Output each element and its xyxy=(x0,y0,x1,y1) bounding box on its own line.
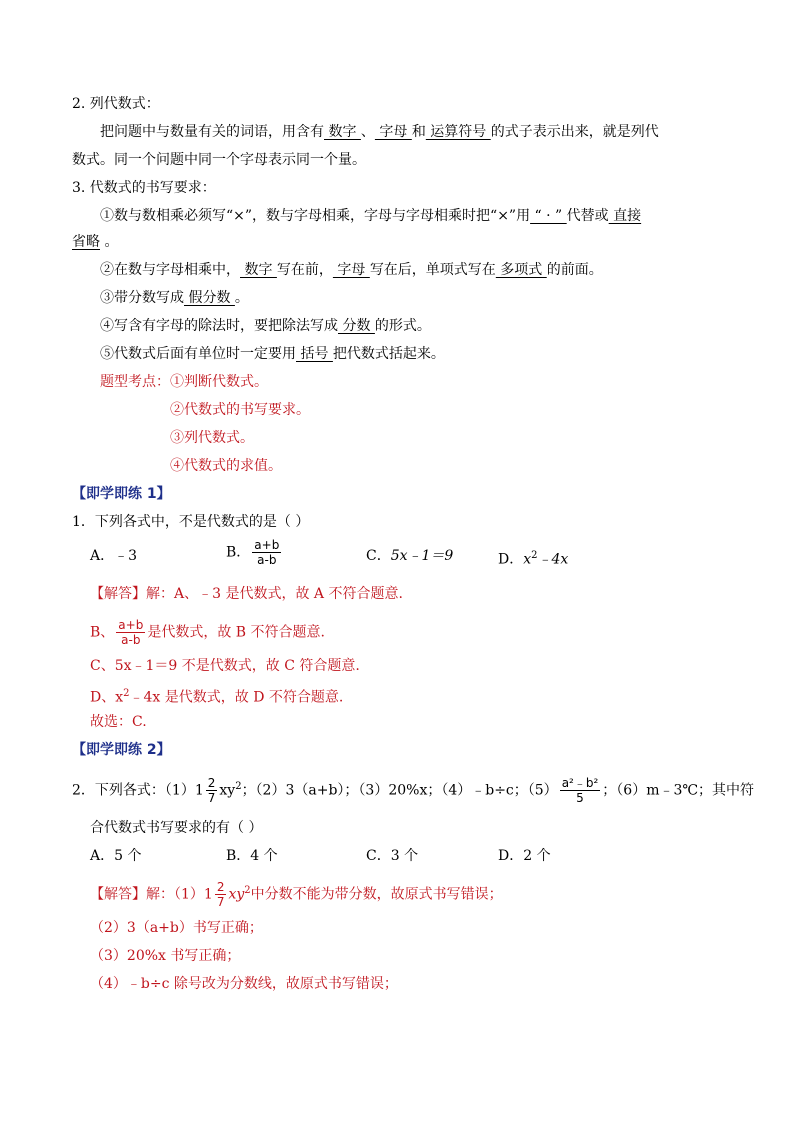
blank-answer: 省略 xyxy=(72,234,100,250)
text: 的前面。 xyxy=(546,262,603,278)
blank-answer: 括号 xyxy=(296,346,333,362)
option-label: A． xyxy=(90,548,115,564)
option-value: ﹣4x xyxy=(537,551,569,568)
option-label: C． xyxy=(366,548,391,564)
option-b: B．4 个 xyxy=(226,848,278,864)
denominator: 7 xyxy=(207,791,216,805)
exponent: 2 xyxy=(531,550,538,561)
exercise-2-question-line-2: 合代数式书写要求的有（ ） xyxy=(90,820,263,836)
answer-text: ﹣4x 是代数式，故 D 不符合题意. xyxy=(129,689,344,706)
fraction xyxy=(252,538,281,567)
blank-answer: 数字 xyxy=(324,124,361,140)
option-a: A．5 个 xyxy=(90,848,142,864)
fraction xyxy=(560,776,601,805)
answer-tag: 【解答】 xyxy=(90,886,146,903)
text: 和 xyxy=(411,124,426,140)
text: 代替或 xyxy=(566,208,609,224)
blank-answer: 字母 xyxy=(374,124,412,140)
answer-1-line-2 xyxy=(90,618,325,647)
answer-1-line-5: 故选：C. xyxy=(90,714,147,730)
text: 2．下列各式：（1）1 xyxy=(72,782,204,799)
section-2-line-1 xyxy=(100,122,659,142)
option-b xyxy=(226,538,283,567)
kaodian-label: 题型考点： xyxy=(100,374,170,390)
answer-text: xy xyxy=(228,886,245,903)
option-value: x xyxy=(523,551,532,568)
section-2-heading: 2. 列代数式： xyxy=(72,96,160,112)
denominator: 5 xyxy=(576,791,584,805)
text: ；（6）m﹣3℃；其中符 xyxy=(602,782,755,799)
answer-2-line-2: （2）3（a+b）书写正确； xyxy=(90,920,263,936)
fraction xyxy=(116,618,145,647)
text: 写在前， xyxy=(276,262,333,278)
blank-answer: 字母 xyxy=(332,262,370,278)
text: ⑤代数式后面有单位时一定要用 xyxy=(100,346,296,362)
blank-answer: 分数 xyxy=(338,318,375,334)
option-a xyxy=(90,546,137,566)
exercise-1-question: 1．下列各式中，不是代数式的是（ ） xyxy=(72,514,310,530)
text: ①数与数相乘必须写“×”，数与字母相乘，字母与字母相乘时把“×”用 xyxy=(100,208,531,224)
numerator: a+b xyxy=(118,618,144,632)
blank-answer: 多项式 xyxy=(495,262,547,278)
answer-2-line-3: （3）20%x 书写正确； xyxy=(90,948,241,964)
text: 。 xyxy=(100,234,119,250)
section-2-line-2: 数式。同一个问题中同一个字母表示同一个量。 xyxy=(72,152,366,168)
text: 把问题中与数量有关的词语，用含有 xyxy=(100,124,324,140)
kaodian-item: ④代数式的求值。 xyxy=(170,458,282,474)
exponent: 2 xyxy=(244,884,251,896)
numerator: a+b xyxy=(254,538,280,552)
exponent: 2 xyxy=(235,780,242,792)
denominator: a-b xyxy=(257,553,277,567)
answer-1-line-3: C、5x﹣1＝9 不是代数式，故 C 符合题意. xyxy=(90,658,360,674)
numerator: 2 xyxy=(207,776,216,790)
fraction xyxy=(206,776,218,805)
blank-answer: 数字 xyxy=(240,262,277,278)
text: 把代数式括起来。 xyxy=(332,346,445,362)
rule-1-line-2 xyxy=(72,232,118,252)
rule-2 xyxy=(100,260,603,280)
fraction xyxy=(215,880,227,909)
section-3-heading: 3. 代数式的书写要求： xyxy=(72,180,216,196)
answer-text: 中分数不能为带分数，故原式书写错误； xyxy=(250,886,503,903)
text: 。 xyxy=(234,290,249,306)
text: 写在后，单项式写在 xyxy=(369,262,496,278)
text: 、 xyxy=(360,124,375,140)
option-value: ﹣3 xyxy=(114,548,138,564)
answer-text: 解：（1）1 xyxy=(146,886,213,903)
denominator: a-b xyxy=(121,633,141,647)
text: ④写含有字母的除法时，要把除法写成 xyxy=(100,318,338,334)
rule-1-line-1 xyxy=(100,206,641,226)
answer-1-line-1 xyxy=(90,584,403,604)
kaodian-item: ③列代数式。 xyxy=(170,430,254,446)
option-c xyxy=(366,546,453,566)
answer-tag: 【解答】 xyxy=(90,586,146,602)
kaodian-item: ②代数式的书写要求。 xyxy=(170,402,310,418)
answer-text: 是代数式，故 B 不符合题意. xyxy=(147,624,325,641)
exercise-1-title: 【即学即练 1】 xyxy=(72,486,171,502)
text: ②在数与字母相乘中， xyxy=(100,262,240,278)
rule-4 xyxy=(100,316,431,336)
numerator: a²﹣b² xyxy=(561,776,599,790)
answer-text: D、x xyxy=(90,689,124,706)
text: ；（2）3（a+b）；（3）20%x；（4）﹣b÷c；（5） xyxy=(241,782,558,799)
numerator: 2 xyxy=(216,880,225,894)
blank-answer: 运算符号 xyxy=(425,124,491,140)
text: 的形式。 xyxy=(374,318,431,334)
option-d xyxy=(498,546,568,570)
answer-1-line-4 xyxy=(90,684,343,708)
exponent: 2 xyxy=(123,688,130,699)
text: xy xyxy=(219,782,236,799)
option-value: 5x﹣1＝9 xyxy=(390,548,454,564)
kaodian-item: ①判断代数式。 xyxy=(170,374,268,390)
exercise-2-question-line-1 xyxy=(72,776,754,805)
rule-3 xyxy=(100,288,249,308)
option-d: D．2 个 xyxy=(498,848,551,864)
option-c: C．3 个 xyxy=(366,848,419,864)
answer-2-line-1 xyxy=(90,880,503,909)
blank-answer: 直接 xyxy=(608,208,642,224)
text: 的式子表示出来，就是列代 xyxy=(490,124,659,140)
text: ③带分数写成 xyxy=(100,290,184,306)
answer-text: 解：A、﹣3 是代数式，故 A 不符合题意. xyxy=(146,586,403,602)
denominator: 7 xyxy=(216,895,225,909)
exercise-2-title: 【即学即练 2】 xyxy=(72,742,171,758)
answer-text: B、 xyxy=(90,624,115,641)
kaodian-line-1 xyxy=(100,372,268,392)
rule-5 xyxy=(100,344,445,364)
option-label: D． xyxy=(498,551,524,568)
option-label: B． xyxy=(226,544,251,561)
answer-2-line-4: （4）﹣b÷c 除号改为分数线，故原式书写错误； xyxy=(90,976,398,992)
blank-answer: 假分数 xyxy=(184,290,235,306)
blank-answer: “ · ” xyxy=(530,208,567,224)
